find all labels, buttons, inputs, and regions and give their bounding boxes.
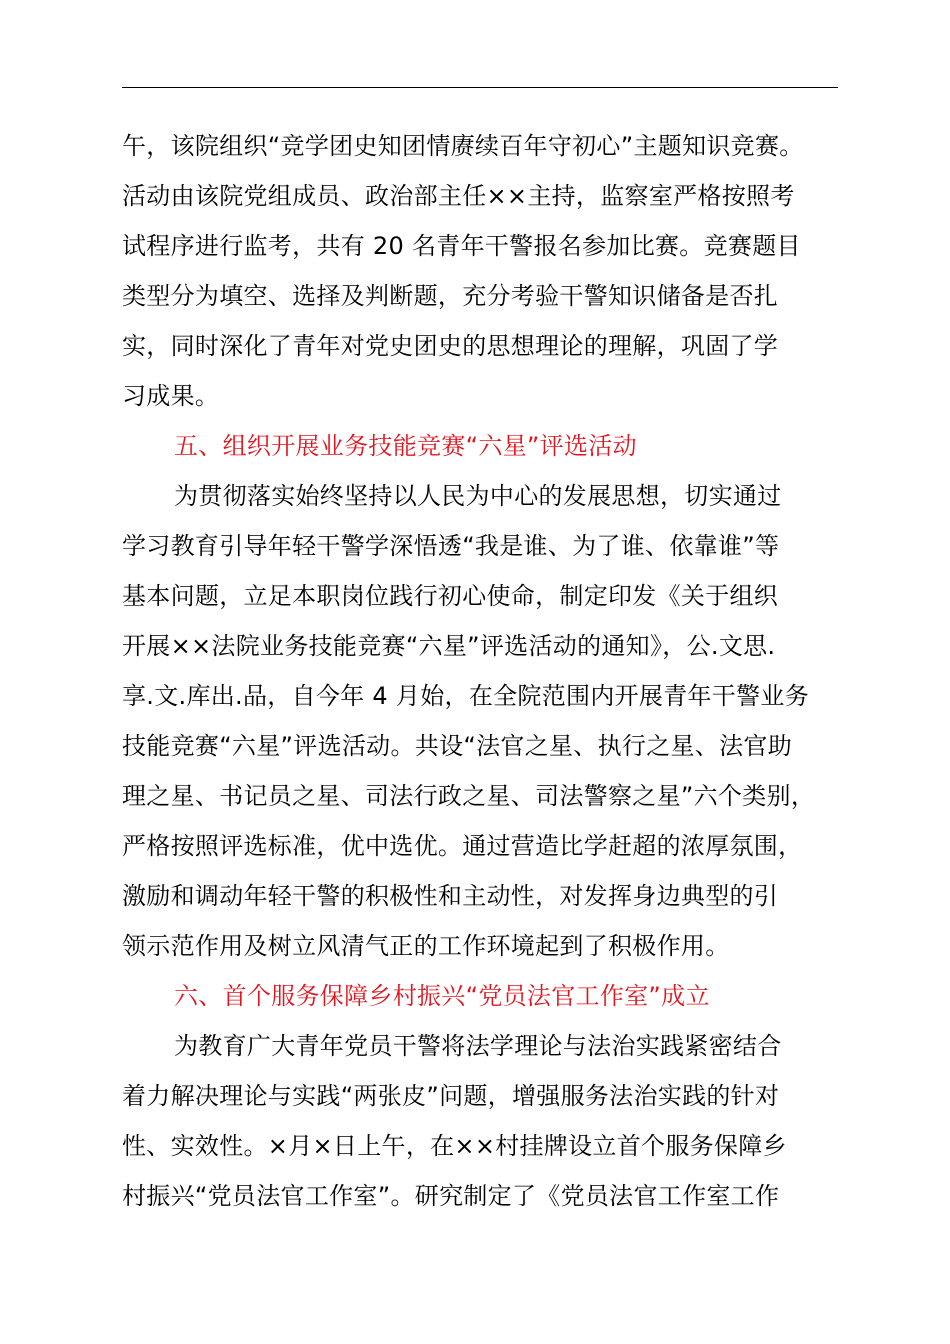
paragraph-line: 活动由该院党组成员、政治部主任××主持，监察室严格按照考 [122, 182, 795, 210]
section-heading-5: 五、组织开展业务技能竞赛“六星”评选活动 [174, 432, 637, 460]
paragraph-line: 享.文.库出.品，自今年 4 月始，在全院范围内开展青年干警业务 [122, 682, 810, 710]
paragraph-line: 为教育广大青年党员干警将法学理论与法治实践紧密结合 [174, 1032, 782, 1060]
paragraph-line: 类型分为填空、选择及判断题，充分考验干警知识储备是否扎 [122, 282, 779, 310]
paragraph-line: 实，同时深化了青年对党史团史的思想理论的理解，巩固了学 [122, 332, 779, 360]
paragraph-line: 试程序进行监考，共有 20 名青年干警报名参加比赛。竞赛题目 [122, 232, 801, 260]
paragraph-line: 性、实效性。×月×日上午，在××村挂牌设立首个服务保障乡 [122, 1132, 787, 1160]
section-heading-6: 六、首个服务保障乡村振兴“党员法官工作室”成立 [174, 982, 710, 1010]
paragraph-line: 严格按照评选标准，优中选优。通过营造比学赶超的浓厚氛围， [122, 832, 803, 860]
paragraph-line: 领示范作用及树立风清气正的工作环境起到了积极作用。 [122, 932, 730, 960]
paragraph-line: 为贯彻落实始终坚持以人民为中心的发展思想，切实通过 [174, 482, 782, 510]
paragraph-line: 理之星、书记员之星、司法行政之星、司法警察之星”六个类别， [122, 782, 816, 810]
paragraph-line: 村振兴“党员法官工作室”。研究制定了《党员法官工作室工作 [122, 1182, 780, 1210]
paragraph-line: 着力解决理论与实践“两张皮”问题，增强服务法治实践的针对 [122, 1082, 780, 1110]
paragraph-line: 激励和调动年轻干警的积极性和主动性，对发挥身边典型的引 [122, 882, 779, 910]
paragraph-line: 基本问题，立足本职岗位践行初心使命，制定印发《关于组织 [122, 582, 779, 610]
paragraph-line: 习成果。 [122, 382, 220, 410]
paragraph-line: 午，该院组织“竞学团史知团情赓续百年守初心”主题知识竞赛。 [122, 132, 804, 160]
paragraph-line: 学习教育引导年轻干警学深悟透“我是谁、为了谁、依靠谁”等 [122, 532, 780, 560]
header-rule [122, 87, 838, 88]
paragraph-line: 技能竞赛“六星”评选活动。共设“法官之星、执行之星、法官助 [122, 732, 792, 760]
paragraph-line: 开展××法院业务技能竞赛“六星”评选活动的通知》，公.文思. [122, 632, 776, 660]
